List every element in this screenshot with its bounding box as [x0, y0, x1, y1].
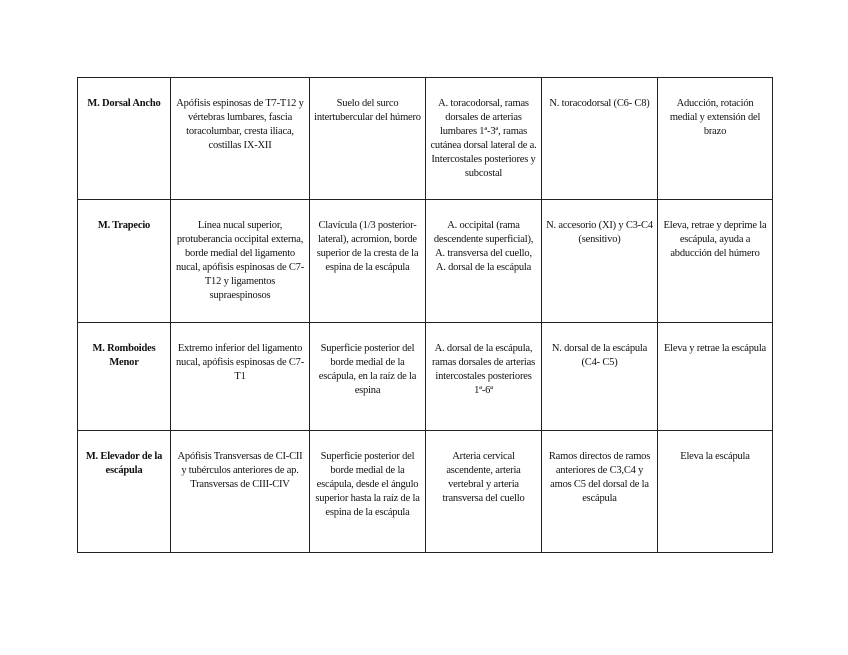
irrigation-cell [426, 323, 542, 431]
origin-text: Apófisis espinosas de T7-T12 y vértebras lumbares, fascia toracolumbar, cresta iliaca, costillas IX-XII [176, 98, 304, 151]
muscle-name-cell [78, 200, 171, 323]
innervation-text: N. dorsal de la escápula (C4- C5) [551, 343, 648, 368]
table-row [78, 323, 773, 431]
table-row [78, 200, 773, 323]
irrigation-text: Arteria cervical ascendente, arteria vertebral y arteria transversa del cuello [442, 451, 525, 504]
innervation-text: Ramos directos de ramos anteriores de C3,C4 y amos C5 del dorsal de la escápula [548, 451, 651, 504]
origin-text: Línea nucal superior, protuberancia occipital externa, borde medial del ligamento nucal, apófisis espinosas de C7-T12 y ligamentos supraespinosos [175, 220, 305, 301]
insertion-cell [310, 323, 426, 431]
insertion-cell [310, 431, 426, 553]
insertion-text: Clavícula (1/3 posterior-lateral), acromion, borde superior de la cresta de la espina de la escápula [316, 220, 419, 273]
innervation-text: N. accesorio (XI) y C3-C4 (sensitivo) [546, 220, 653, 245]
action-text: Eleva la escápula [680, 451, 750, 462]
origin-cell [171, 78, 310, 200]
insertion-text: Superficie posterior del borde medial de la escápula, desde el ángulo superior hasta la raíz de la espina de la escápula [315, 451, 420, 518]
innervation-cell [542, 200, 658, 323]
muscle-name: M. Dorsal Ancho [87, 98, 161, 109]
insertion-text: Suelo del surco intertubercular del húmero [314, 98, 421, 123]
muscle-name-cell [78, 78, 171, 200]
muscle-name-cell [78, 323, 171, 431]
origin-cell [171, 200, 310, 323]
muscle-name: M. Romboides Menor [92, 343, 156, 368]
irrigation-text: A. occipital (rama descendente superficial), A. transversa del cuello, A. dorsal de la escápula [433, 220, 534, 273]
irrigation-cell [426, 431, 542, 553]
action-cell [658, 200, 773, 323]
action-cell [658, 78, 773, 200]
origin-cell [171, 323, 310, 431]
insertion-text: Superficie posterior del borde medial de la escápula, en la raíz de la espina [318, 343, 417, 396]
irrigation-cell [426, 78, 542, 200]
insertion-cell [310, 200, 426, 323]
insertion-cell [310, 78, 426, 200]
action-text: Eleva, retrae y deprime la escápula, ayuda a abducción del húmero [663, 220, 767, 259]
action-cell [658, 323, 773, 431]
innervation-cell [542, 431, 658, 553]
action-text: Eleva y retrae la escápula [663, 343, 767, 354]
muscle-name-cell [78, 431, 171, 553]
irrigation-text: A. toracodorsal, ramas dorsales de arterias lumbares 1ª-3ª, ramas cutánea dorsal lateral de a. Intercostales posteriores y subcostal [430, 98, 537, 179]
muscle-table [77, 77, 773, 553]
irrigation-cell [426, 200, 542, 323]
innervation-cell [542, 78, 658, 200]
muscle-name: M. Trapecio [97, 220, 151, 231]
muscle-name: M. Elevador de la escápula [85, 451, 163, 476]
innervation-cell [542, 323, 658, 431]
table-row [78, 78, 773, 200]
origin-text: Extremo inferior del ligamento nucal, apófisis espinosas de C7-T1 [175, 343, 305, 382]
origin-cell [171, 431, 310, 553]
innervation-text: N. toracodorsal (C6- C8) [549, 98, 650, 109]
origin-text: Apófisis Transversas de CI-CII y tubérculos anteriores de ap. Transversas de CIII-CIV [177, 451, 303, 490]
action-cell [658, 431, 773, 553]
action-text: Aducción, rotación medial y extensión del brazo [669, 98, 761, 137]
table-row [78, 431, 773, 553]
irrigation-text: A. dorsal de la escápula, ramas dorsales de arterias intercostales posteriores 1ª-6ª [432, 343, 535, 396]
